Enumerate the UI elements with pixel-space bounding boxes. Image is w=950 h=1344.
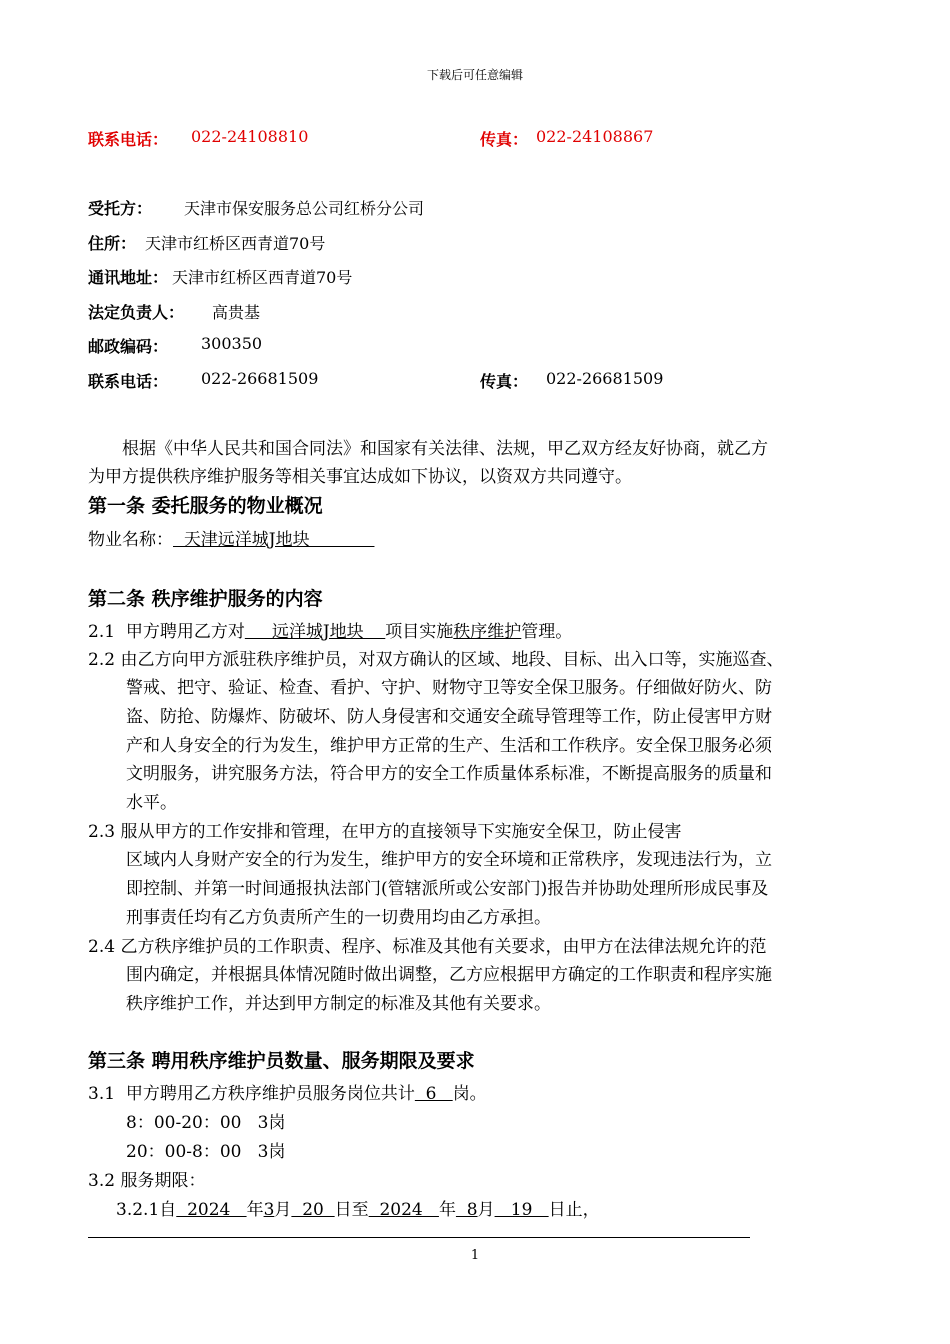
trustee-rep-label: 法定负责人： <box>88 303 185 322</box>
clause-3-1 <box>88 1079 487 1104</box>
year-char-1: 年 <box>246 1200 264 1220</box>
clause-2-1-service: 秩序维护 <box>453 622 522 642</box>
trustee-name-label: 受托方： <box>88 199 153 218</box>
day-to: 日至 <box>334 1200 369 1220</box>
clause-3-2: 3.2 服务期限： <box>88 1171 206 1191</box>
clause-2-2-line-6: 水平。 <box>126 793 177 813</box>
top-phone-label: 联系电话： <box>88 130 169 149</box>
clause-2-4-line-3: 秩序维护工作，并达到甲方制定的标准及其他有关要求。 <box>126 994 551 1014</box>
trustee-postcode-label: 邮政编码： <box>88 337 169 356</box>
clause-2-2-line-2: 警戒、把守、验证、检查、看护、守护、财物守卫等安全保卫服务。仔细做好防火、防 <box>126 678 772 698</box>
top-phone-number: 022-24108810 <box>191 127 309 146</box>
clause-2-3-line-4: 刑事责任均有乙方负责所产生的一切费用均由乙方承担。 <box>126 908 551 928</box>
clause-2-1-prefix: 2.1 甲方聘用乙方对 <box>88 622 245 642</box>
clause-2-4-line-2: 围内确定，并根据具体情况随时做出调整，乙方应根据甲方确定的工作职责和程序实施 <box>126 965 772 985</box>
top-fax-label: 传真： <box>480 130 529 149</box>
month-char-1: 月 <box>274 1200 292 1220</box>
end-month: 8 <box>455 1200 478 1220</box>
footer-divider <box>88 1237 750 1238</box>
term-prefix: 3.2.1自 <box>116 1200 177 1220</box>
article1-title: 第一条 委托服务的物业概况 <box>88 495 323 517</box>
clause-3-1-prefix: 3.1 甲方聘用乙方秩序维护员服务岗位共计 <box>88 1084 415 1104</box>
guard-count: 6 <box>414 1084 453 1104</box>
top-fax-number: 022-24108867 <box>536 127 654 146</box>
trustee-name: 天津市保安服务总公司红桥分公司 <box>184 199 425 218</box>
clause-2-4-line-1: 2.4 乙方秩序维护员的工作职责、程序、标准及其他有关要求，由甲方在法律法规允许的范 <box>88 937 767 957</box>
intro-line-2: 为甲方提供秩序维护服务等相关事宜达成如下协议，以资双方共同遵守。 <box>88 467 632 487</box>
clause-3-2-1 <box>116 1195 600 1220</box>
shift-night: 20：00-8：00 3岗 <box>126 1142 286 1162</box>
trustee-mail-label: 通讯地址： <box>88 268 169 287</box>
property-line <box>88 525 374 550</box>
top-phone <box>191 127 308 146</box>
property-label: 物业名称： <box>88 530 173 550</box>
shift-day: 8：00-20：00 3岗 <box>126 1113 286 1133</box>
trustee-fax-label: 传真： <box>480 372 529 391</box>
term-end: 日止， <box>548 1200 600 1220</box>
month-char-2: 月 <box>477 1200 495 1220</box>
start-day: 20 <box>291 1200 335 1220</box>
trustee-phone-label: 联系电话： <box>88 372 169 391</box>
clause-2-1-blank: 远洋城J地块 <box>244 622 386 642</box>
clause-2-2-line-4: 产和人身安全的行为发生，维护甲方正常的生产、生活和工作秩序。安全保卫服务必须 <box>126 736 772 756</box>
start-month: 3 <box>263 1200 275 1220</box>
clause-2-1-mid: 项目实施 <box>385 622 454 642</box>
clause-2-2-line-1: 2.2 由乙方向甲方派驻秩序维护员，对双方确认的区域、地段、目标、出入口等，实施巡查、 <box>88 650 784 670</box>
start-year: 2024 <box>176 1200 247 1220</box>
property-name: 天津远洋城J地块 <box>173 530 375 550</box>
trustee-postcode: 300350 <box>201 334 263 353</box>
clause-2-3-line-3: 即控制、并第一时间通报执法部门(管辖派所或公安部门)报告并协助处理所形成民事及 <box>126 879 769 899</box>
top-fax <box>536 127 653 146</box>
clause-2-3-line-1: 2.3 服从甲方的工作安排和管理，在甲方的直接领导下实施安全保卫，防止侵害 <box>88 822 682 842</box>
trustee-address-label: 住所： <box>88 234 137 253</box>
clause-2-3-line-2: 区域内人身财产安全的行为发生，维护甲方的安全环境和正常秩序，发现违法行为，立 <box>126 850 772 870</box>
trustee-mail: 天津市红桥区西青道70号 <box>172 268 353 287</box>
clause-2-1 <box>88 617 572 642</box>
clause-2-1-end: 管理。 <box>521 622 573 642</box>
header-note: 下载后可任意编辑 <box>426 68 523 82</box>
page-number: 1 <box>470 1248 480 1263</box>
clause-2-2-line-3: 盗、防抢、防爆炸、防破坏、防人身侵害和交通安全疏导管理等工作，防止侵害甲方财 <box>126 707 772 727</box>
year-char-2: 年 <box>438 1200 456 1220</box>
trustee-fax: 022-26681509 <box>546 369 664 388</box>
article2-title: 第二条 秩序维护服务的内容 <box>88 588 323 610</box>
trustee-phone: 022-26681509 <box>201 369 319 388</box>
end-year: 2024 <box>368 1200 439 1220</box>
trustee-rep: 高贵基 <box>212 303 261 322</box>
clause-2-2-line-5: 文明服务，讲究服务方法，符合甲方的安全工作质量体系标准，不断提高服务的质量和 <box>126 764 772 784</box>
end-day: 19 <box>494 1200 549 1220</box>
article3-title: 第三条 聘用秩序维护员数量、服务期限及要求 <box>88 1050 475 1072</box>
intro-line-1: 根据《中华人民共和国合同法》和国家有关法律、法规，甲乙双方经友好协商，就乙方 <box>122 439 768 459</box>
clause-3-1-end: 岗。 <box>452 1084 487 1104</box>
trustee-address: 天津市红桥区西青道70号 <box>145 234 326 253</box>
